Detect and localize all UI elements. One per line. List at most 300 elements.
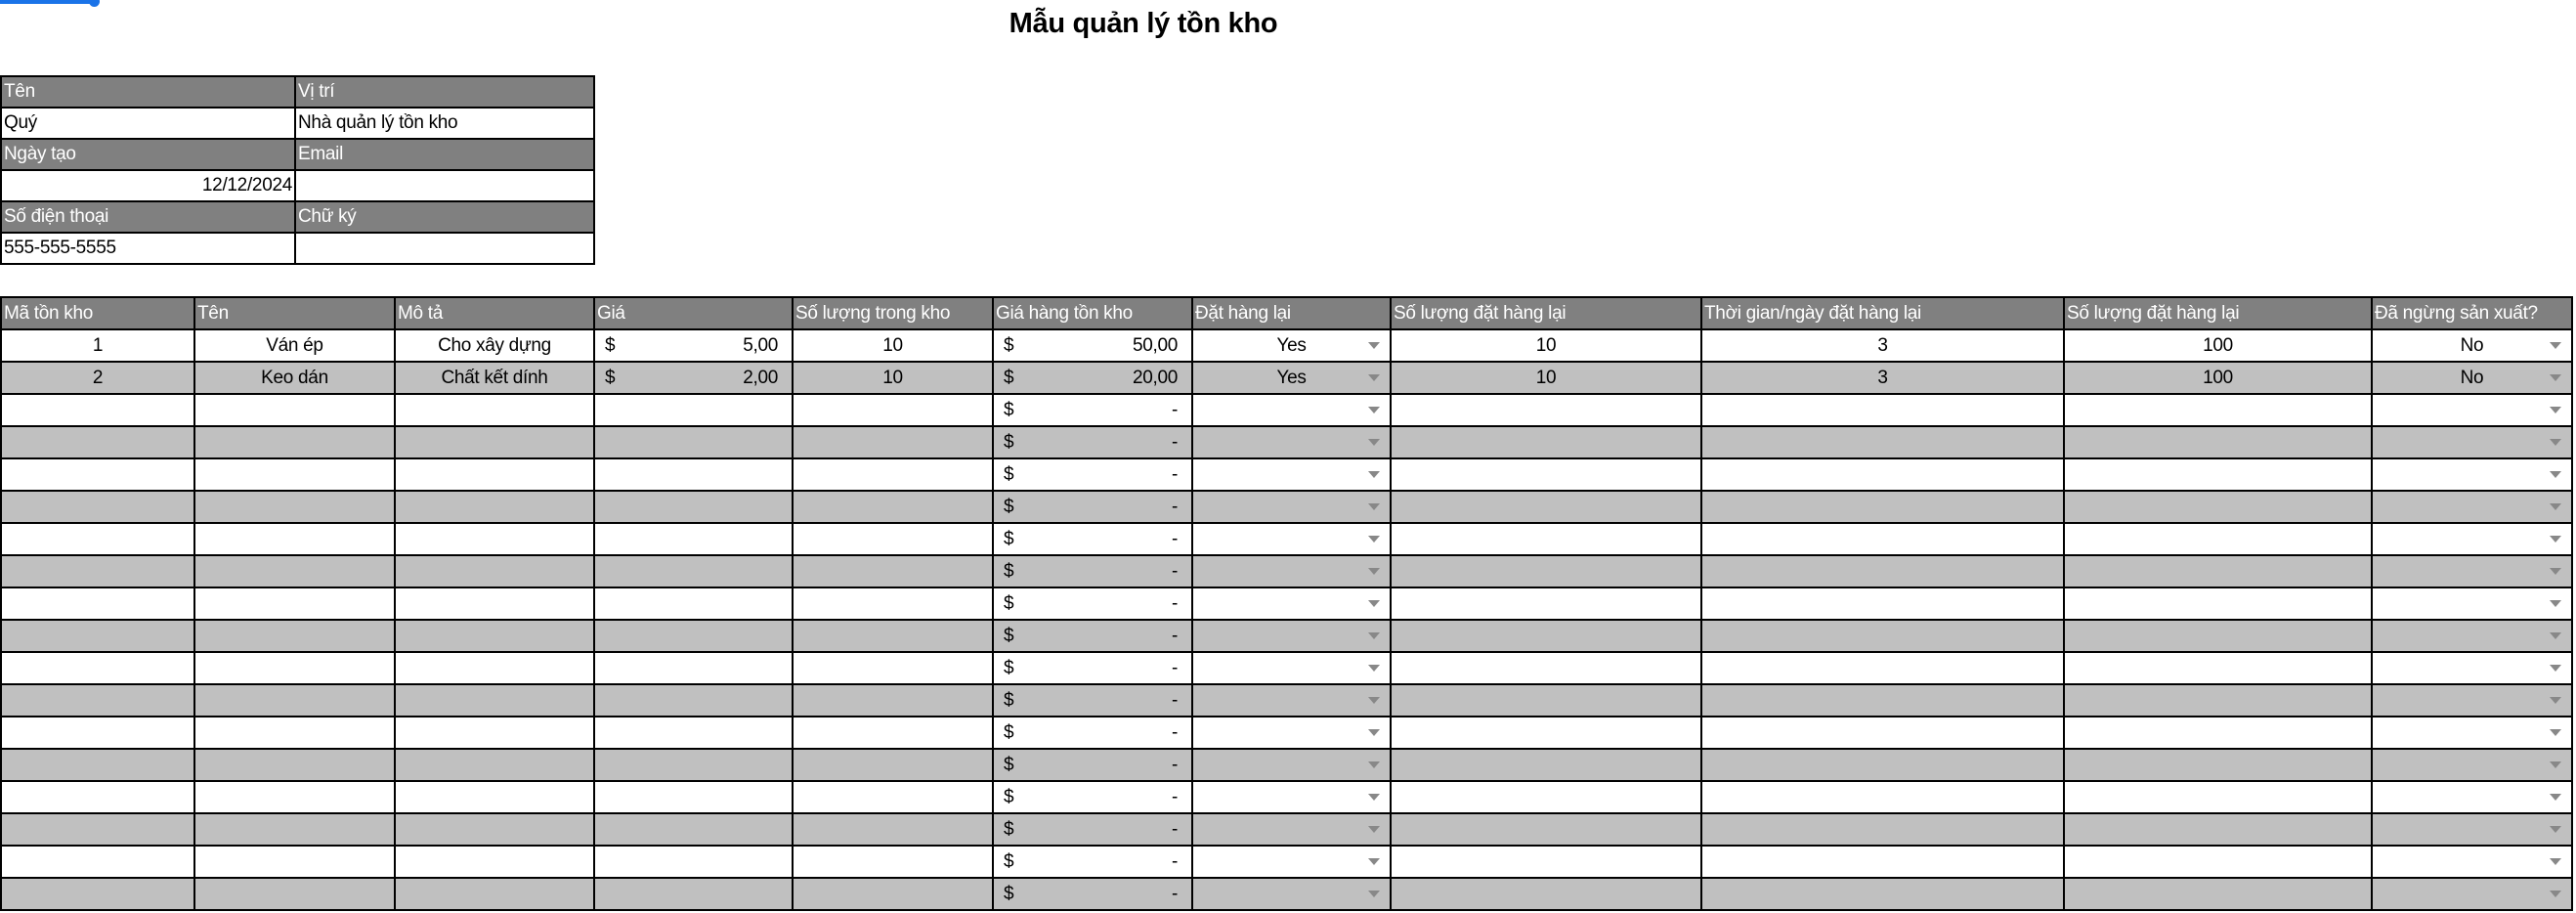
chevron-down-icon[interactable]	[2550, 407, 2561, 413]
cell-reorder-dropdown[interactable]	[1192, 846, 1391, 878]
cell-discontinued-dropdown[interactable]	[2372, 846, 2572, 878]
chevron-down-icon[interactable]	[2550, 632, 2561, 639]
cell-description[interactable]	[395, 555, 594, 587]
currency-symbol: $	[1004, 754, 1014, 775]
cell-discontinued-dropdown[interactable]	[2372, 491, 2572, 523]
cell-reorder-days[interactable]	[1701, 781, 2064, 813]
column-header-discontinued[interactable]: Đã ngừng sản xuất?	[2372, 297, 2572, 329]
cell-reorder-days[interactable]: 3	[1701, 362, 2064, 394]
cell-reorder-days[interactable]	[1701, 620, 2064, 652]
cell-inventory-value[interactable]	[993, 717, 1192, 749]
cell-discontinued-dropdown[interactable]	[2372, 781, 2572, 813]
cell-reorder-dropdown[interactable]	[1192, 394, 1391, 426]
cell-reorder-qty[interactable]	[1391, 781, 1701, 813]
column-header-inventory-id[interactable]: Mã tồn kho	[1, 297, 194, 329]
table-row	[1, 458, 2572, 491]
cell-reorder-dropdown[interactable]	[1192, 652, 1391, 684]
cell-reorder-qty[interactable]	[1391, 458, 1701, 491]
cell-description[interactable]: Chất kết dính	[395, 362, 594, 394]
cell-inventory-value[interactable]	[993, 846, 1192, 878]
currency-symbol: $	[1004, 334, 1014, 356]
cell-order-qty[interactable]	[2064, 878, 2372, 910]
cell-order-qty[interactable]	[2064, 555, 2372, 587]
cell-name[interactable]	[194, 491, 395, 523]
currency-symbol: $	[1004, 850, 1014, 872]
cell-stock-qty[interactable]	[793, 426, 993, 458]
cell-inventory-id[interactable]	[1, 426, 194, 458]
cell-price[interactable]	[594, 717, 793, 749]
column-header-inventory-value[interactable]: Giá hàng tồn kho	[993, 297, 1192, 329]
created-label: Ngày tạo	[1, 139, 295, 170]
cell-discontinued-dropdown[interactable]	[2372, 523, 2572, 555]
cell-description[interactable]	[395, 652, 594, 684]
cell-inventory-value[interactable]	[993, 555, 1192, 587]
chevron-down-icon[interactable]	[1368, 568, 1380, 575]
cell-price[interactable]	[594, 587, 793, 620]
cell-price[interactable]	[594, 749, 793, 781]
cell-inventory-id[interactable]	[1, 458, 194, 491]
cell-discontinued-dropdown[interactable]	[2372, 749, 2572, 781]
value-value: -	[1171, 786, 1178, 807]
chevron-down-icon[interactable]	[1368, 439, 1380, 446]
cell-inventory-id[interactable]	[1, 587, 194, 620]
cell-reorder-dropdown[interactable]	[1192, 426, 1391, 458]
chevron-down-icon[interactable]	[2550, 568, 2561, 575]
position-label: Vị trí	[295, 76, 594, 108]
cell-reorder-qty[interactable]	[1391, 684, 1701, 717]
cell-reorder-dropdown[interactable]	[1192, 555, 1391, 587]
cell-order-qty[interactable]	[2064, 813, 2372, 846]
chevron-down-icon[interactable]	[2550, 761, 2561, 768]
cell-reorder-dropdown[interactable]	[1192, 620, 1391, 652]
cell-stock-qty[interactable]	[793, 717, 993, 749]
page-title: Mẫu quản lý tồn kho	[1009, 8, 1278, 39]
cell-inventory-value[interactable]	[993, 652, 1192, 684]
cell-reorder-days[interactable]	[1701, 394, 2064, 426]
cell-reorder-days[interactable]	[1701, 652, 2064, 684]
value-value: 20,00	[1132, 367, 1178, 388]
chevron-down-icon[interactable]	[2550, 600, 2561, 607]
chevron-down-icon[interactable]	[1368, 826, 1380, 833]
cell-stock-qty[interactable]	[793, 749, 993, 781]
name-cell[interactable]: Quý	[1, 108, 295, 139]
cell-discontinued-dropdown[interactable]	[2372, 587, 2572, 620]
currency-symbol: $	[1004, 399, 1014, 420]
cell-price[interactable]	[594, 426, 793, 458]
cell-inventory-id[interactable]: 2	[1, 362, 194, 394]
cell-reorder-qty[interactable]	[1391, 846, 1701, 878]
value-value: -	[1171, 721, 1178, 743]
cell-reorder-qty[interactable]: 10	[1391, 362, 1701, 394]
chevron-down-icon[interactable]	[2550, 536, 2561, 543]
value-value: -	[1171, 657, 1178, 678]
chevron-down-icon[interactable]	[1368, 407, 1380, 413]
cell-reorder-qty[interactable]	[1391, 523, 1701, 555]
cell-order-qty[interactable]	[2064, 491, 2372, 523]
cell-reorder-dropdown[interactable]	[1192, 717, 1391, 749]
cell-inventory-id[interactable]: 1	[1, 329, 194, 362]
cell-price[interactable]	[594, 684, 793, 717]
price-value: 5,00	[743, 334, 778, 356]
chevron-down-icon[interactable]	[2550, 439, 2561, 446]
column-header-reorder-days[interactable]: Thời gian/ngày đặt hàng lại	[1701, 297, 2064, 329]
cell-stock-qty[interactable]	[793, 846, 993, 878]
cell-discontinued-dropdown[interactable]	[2372, 458, 2572, 491]
cell-price[interactable]	[594, 362, 793, 394]
cell-stock-qty[interactable]	[793, 394, 993, 426]
cell-inventory-value[interactable]	[993, 684, 1192, 717]
chevron-down-icon[interactable]	[2550, 858, 2561, 865]
cell-reorder-dropdown[interactable]	[1192, 587, 1391, 620]
cell-reorder-days[interactable]: 3	[1701, 329, 2064, 362]
chevron-down-icon[interactable]	[1368, 600, 1380, 607]
currency-symbol: $	[1004, 786, 1014, 807]
chevron-down-icon[interactable]	[1368, 794, 1380, 801]
currency-symbol: $	[605, 334, 616, 356]
cell-inventory-id[interactable]	[1, 878, 194, 910]
currency-symbol: $	[1004, 528, 1014, 549]
cell-stock-qty[interactable]	[793, 587, 993, 620]
chevron-down-icon[interactable]	[2550, 471, 2561, 478]
cell-inventory-value[interactable]	[993, 394, 1192, 426]
currency-symbol: $	[1004, 883, 1014, 904]
selection-handle[interactable]	[0, 0, 96, 4]
value-value: -	[1171, 625, 1178, 646]
column-header-description[interactable]: Mô tả	[395, 297, 594, 329]
chevron-down-icon[interactable]	[1368, 697, 1380, 704]
chevron-down-icon[interactable]	[1368, 374, 1380, 381]
cell-name[interactable]	[194, 426, 395, 458]
chevron-down-icon[interactable]	[1368, 858, 1380, 865]
cell-description[interactable]	[395, 620, 594, 652]
chevron-down-icon[interactable]	[1368, 536, 1380, 543]
cell-inventory-id[interactable]	[1, 523, 194, 555]
cell-price[interactable]	[594, 652, 793, 684]
cell-price[interactable]	[594, 781, 793, 813]
chevron-down-icon[interactable]	[1368, 891, 1380, 897]
column-header-stock-qty[interactable]: Số lượng trong kho	[793, 297, 993, 329]
phone-cell[interactable]: 555-555-5555	[1, 233, 295, 264]
cell-name[interactable]	[194, 394, 395, 426]
chevron-down-icon[interactable]	[2550, 503, 2561, 510]
cell-name[interactable]	[194, 523, 395, 555]
cell-order-qty[interactable]	[2064, 523, 2372, 555]
cell-discontinued-dropdown[interactable]	[2372, 878, 2572, 910]
cell-price[interactable]	[594, 394, 793, 426]
cell-description[interactable]	[395, 426, 594, 458]
cell-inventory-value[interactable]	[993, 620, 1192, 652]
cell-order-qty[interactable]: 100	[2064, 362, 2372, 394]
cell-inventory-id[interactable]	[1, 749, 194, 781]
cell-stock-qty[interactable]	[793, 458, 993, 491]
cell-reorder-dropdown[interactable]	[1192, 749, 1391, 781]
cell-order-qty[interactable]	[2064, 717, 2372, 749]
column-header-reorder[interactable]: Đặt hàng lại	[1192, 297, 1391, 329]
cell-description[interactable]	[395, 717, 594, 749]
cell-inventory-value[interactable]	[993, 329, 1192, 362]
cell-order-qty[interactable]	[2064, 394, 2372, 426]
chevron-down-icon[interactable]	[1368, 471, 1380, 478]
cell-price[interactable]	[594, 523, 793, 555]
cell-order-qty[interactable]	[2064, 749, 2372, 781]
cell-price[interactable]	[594, 555, 793, 587]
cell-discontinued-dropdown[interactable]	[2372, 362, 2572, 394]
cell-reorder-days[interactable]	[1701, 587, 2064, 620]
cell-discontinued-dropdown[interactable]	[2372, 426, 2572, 458]
cell-inventory-id[interactable]	[1, 717, 194, 749]
cell-inventory-value[interactable]	[993, 426, 1192, 458]
cell-reorder-days[interactable]	[1701, 749, 2064, 781]
cell-description[interactable]	[395, 846, 594, 878]
cell-reorder-dropdown[interactable]	[1192, 362, 1391, 394]
cell-description[interactable]	[395, 813, 594, 846]
cell-description[interactable]	[395, 458, 594, 491]
cell-description[interactable]	[395, 781, 594, 813]
cell-name[interactable]	[194, 620, 395, 652]
cell-description[interactable]	[395, 749, 594, 781]
table-row	[1, 813, 2572, 846]
cell-name[interactable]	[194, 587, 395, 620]
cell-name[interactable]	[194, 749, 395, 781]
cell-description[interactable]	[395, 684, 594, 717]
position-cell[interactable]: Nhà quản lý tồn kho	[295, 108, 594, 139]
column-header-reorder-qty[interactable]: Số lượng đặt hàng lại	[1391, 297, 1701, 329]
email-cell[interactable]	[295, 170, 594, 201]
table-row	[1, 717, 2572, 749]
cell-discontinued-dropdown[interactable]	[2372, 555, 2572, 587]
cell-reorder-dropdown[interactable]	[1192, 878, 1391, 910]
cell-discontinued-dropdown[interactable]	[2372, 717, 2572, 749]
cell-inventory-id[interactable]	[1, 491, 194, 523]
column-header-name[interactable]: Tên	[194, 297, 395, 329]
header-row	[1, 297, 2572, 329]
cell-reorder-dropdown[interactable]	[1192, 491, 1391, 523]
chevron-down-icon[interactable]	[2550, 342, 2561, 349]
column-header-price[interactable]: Giá	[594, 297, 793, 329]
cell-discontinued-dropdown[interactable]	[2372, 652, 2572, 684]
chevron-down-icon[interactable]	[2550, 374, 2561, 381]
chevron-down-icon[interactable]	[2550, 794, 2561, 801]
cell-order-qty[interactable]	[2064, 426, 2372, 458]
cell-price[interactable]	[594, 813, 793, 846]
currency-symbol: $	[1004, 657, 1014, 678]
cell-description[interactable]: Cho xây dựng	[395, 329, 594, 362]
cell-inventory-value[interactable]	[993, 491, 1192, 523]
cell-order-qty[interactable]	[2064, 684, 2372, 717]
cell-inventory-value[interactable]	[993, 458, 1192, 491]
cell-description[interactable]	[395, 491, 594, 523]
cell-discontinued-dropdown[interactable]	[2372, 813, 2572, 846]
cell-reorder-qty[interactable]	[1391, 620, 1701, 652]
cell-inventory-id[interactable]	[1, 781, 194, 813]
currency-symbol: $	[1004, 496, 1014, 517]
cell-reorder-qty[interactable]	[1391, 717, 1701, 749]
cell-stock-qty[interactable]	[793, 555, 993, 587]
cell-description[interactable]	[395, 523, 594, 555]
created-cell[interactable]: 12/12/2024	[1, 170, 295, 201]
cell-name[interactable]	[194, 878, 395, 910]
currency-symbol: $	[1004, 689, 1014, 711]
cell-description[interactable]	[395, 878, 594, 910]
table-row	[1, 652, 2572, 684]
chevron-down-icon[interactable]	[1368, 632, 1380, 639]
value-value: -	[1171, 689, 1178, 711]
cell-reorder-days[interactable]	[1701, 458, 2064, 491]
cell-name[interactable]	[194, 781, 395, 813]
table-row	[1, 555, 2572, 587]
chevron-down-icon[interactable]	[2550, 729, 2561, 736]
chevron-down-icon[interactable]	[1368, 503, 1380, 510]
cell-reorder-dropdown[interactable]	[1192, 684, 1391, 717]
cell-reorder-dropdown[interactable]	[1192, 458, 1391, 491]
cell-inventory-id[interactable]	[1, 394, 194, 426]
cell-stock-qty[interactable]	[793, 781, 993, 813]
cell-name[interactable]	[194, 846, 395, 878]
cell-name[interactable]: Keo dán	[194, 362, 395, 394]
cell-reorder-days[interactable]	[1701, 717, 2064, 749]
chevron-down-icon[interactable]	[1368, 342, 1380, 349]
cell-order-qty[interactable]: 100	[2064, 329, 2372, 362]
table-row	[1, 426, 2572, 458]
cell-reorder-dropdown[interactable]	[1192, 523, 1391, 555]
cell-reorder-days[interactable]	[1701, 813, 2064, 846]
cell-stock-qty[interactable]	[793, 523, 993, 555]
cell-name[interactable]	[194, 555, 395, 587]
cell-stock-qty[interactable]	[793, 620, 993, 652]
cell-reorder-days[interactable]	[1701, 878, 2064, 910]
cell-stock-qty[interactable]	[793, 813, 993, 846]
column-header-order-qty[interactable]: Số lượng đặt hàng lại	[2064, 297, 2372, 329]
cell-inventory-id[interactable]	[1, 555, 194, 587]
cell-reorder-qty[interactable]	[1391, 813, 1701, 846]
table-row	[1, 781, 2572, 813]
cell-inventory-value[interactable]	[993, 587, 1192, 620]
cell-inventory-id[interactable]	[1, 684, 194, 717]
cell-description[interactable]	[395, 394, 594, 426]
chevron-down-icon[interactable]	[2550, 665, 2561, 672]
cell-reorder-dropdown[interactable]	[1192, 813, 1391, 846]
chevron-down-icon[interactable]	[1368, 761, 1380, 768]
cell-inventory-id[interactable]	[1, 652, 194, 684]
cell-stock-qty[interactable]	[793, 684, 993, 717]
cell-inventory-value[interactable]	[993, 878, 1192, 910]
value-value: -	[1171, 850, 1178, 872]
chevron-down-icon[interactable]	[1368, 729, 1380, 736]
cell-reorder-qty[interactable]: 10	[1391, 329, 1701, 362]
cell-inventory-value[interactable]	[993, 781, 1192, 813]
cell-discontinued-dropdown[interactable]	[2372, 684, 2572, 717]
cell-reorder-dropdown[interactable]	[1192, 329, 1391, 362]
cell-reorder-qty[interactable]	[1391, 555, 1701, 587]
cell-name[interactable]	[194, 684, 395, 717]
cell-price[interactable]	[594, 491, 793, 523]
cell-reorder-qty[interactable]	[1391, 394, 1701, 426]
cell-name[interactable]	[194, 652, 395, 684]
cell-inventory-id[interactable]	[1, 846, 194, 878]
cell-price[interactable]	[594, 878, 793, 910]
cell-order-qty[interactable]	[2064, 587, 2372, 620]
cell-order-qty[interactable]	[2064, 620, 2372, 652]
cell-stock-qty[interactable]: 10	[793, 329, 993, 362]
value-value: 50,00	[1132, 334, 1178, 356]
cell-name[interactable]: Ván ép	[194, 329, 395, 362]
cell-name[interactable]	[194, 717, 395, 749]
phone-label: Số điện thoại	[1, 201, 295, 233]
cell-reorder-days[interactable]	[1701, 523, 2064, 555]
cell-reorder-days[interactable]	[1701, 426, 2064, 458]
cell-reorder-qty[interactable]	[1391, 426, 1701, 458]
table-row	[1, 394, 2572, 426]
cell-reorder-days[interactable]	[1701, 684, 2064, 717]
cell-reorder-days[interactable]	[1701, 555, 2064, 587]
signature-cell[interactable]	[295, 233, 594, 264]
cell-order-qty[interactable]	[2064, 781, 2372, 813]
currency-symbol: $	[1004, 463, 1014, 485]
name-label: Tên	[1, 76, 295, 108]
cell-reorder-qty[interactable]	[1391, 878, 1701, 910]
cell-name[interactable]	[194, 458, 395, 491]
signature-label: Chữ ký	[295, 201, 594, 233]
cell-order-qty[interactable]	[2064, 846, 2372, 878]
cell-description[interactable]	[395, 587, 594, 620]
cell-inventory-id[interactable]	[1, 813, 194, 846]
cell-stock-qty[interactable]	[793, 878, 993, 910]
chevron-down-icon[interactable]	[2550, 826, 2561, 833]
cell-reorder-days[interactable]	[1701, 846, 2064, 878]
cell-discontinued-dropdown[interactable]	[2372, 394, 2572, 426]
discontinued-value: No	[2460, 334, 2484, 356]
cell-stock-qty[interactable]: 10	[793, 362, 993, 394]
cell-reorder-qty[interactable]	[1391, 652, 1701, 684]
cell-inventory-value[interactable]	[993, 523, 1192, 555]
info-table	[0, 75, 595, 265]
value-value: -	[1171, 496, 1178, 517]
cell-reorder-days[interactable]	[1701, 491, 2064, 523]
cell-order-qty[interactable]	[2064, 458, 2372, 491]
cell-reorder-dropdown[interactable]	[1192, 781, 1391, 813]
cell-discontinued-dropdown[interactable]	[2372, 620, 2572, 652]
cell-inventory-value[interactable]	[993, 813, 1192, 846]
table-row	[1, 329, 2572, 362]
inventory-table	[0, 296, 2573, 911]
cell-discontinued-dropdown[interactable]	[2372, 329, 2572, 362]
chevron-down-icon[interactable]	[2550, 891, 2561, 897]
cell-price[interactable]	[594, 620, 793, 652]
cell-price[interactable]	[594, 846, 793, 878]
chevron-down-icon[interactable]	[2550, 697, 2561, 704]
selection-handle-dot[interactable]	[89, 0, 100, 7]
cell-reorder-qty[interactable]	[1391, 749, 1701, 781]
cell-reorder-qty[interactable]	[1391, 491, 1701, 523]
cell-reorder-qty[interactable]	[1391, 587, 1701, 620]
value-value: -	[1171, 463, 1178, 485]
cell-price[interactable]	[594, 458, 793, 491]
table-row	[1, 749, 2572, 781]
value-value: -	[1171, 399, 1178, 420]
table-row	[1, 491, 2572, 523]
chevron-down-icon[interactable]	[1368, 665, 1380, 672]
cell-order-qty[interactable]	[2064, 652, 2372, 684]
cell-inventory-value[interactable]	[993, 362, 1192, 394]
value-value: -	[1171, 592, 1178, 614]
cell-inventory-value[interactable]	[993, 749, 1192, 781]
cell-name[interactable]	[194, 813, 395, 846]
currency-symbol: $	[605, 367, 616, 388]
cell-inventory-id[interactable]	[1, 620, 194, 652]
cell-stock-qty[interactable]	[793, 652, 993, 684]
cell-stock-qty[interactable]	[793, 491, 993, 523]
cell-price[interactable]	[594, 329, 793, 362]
